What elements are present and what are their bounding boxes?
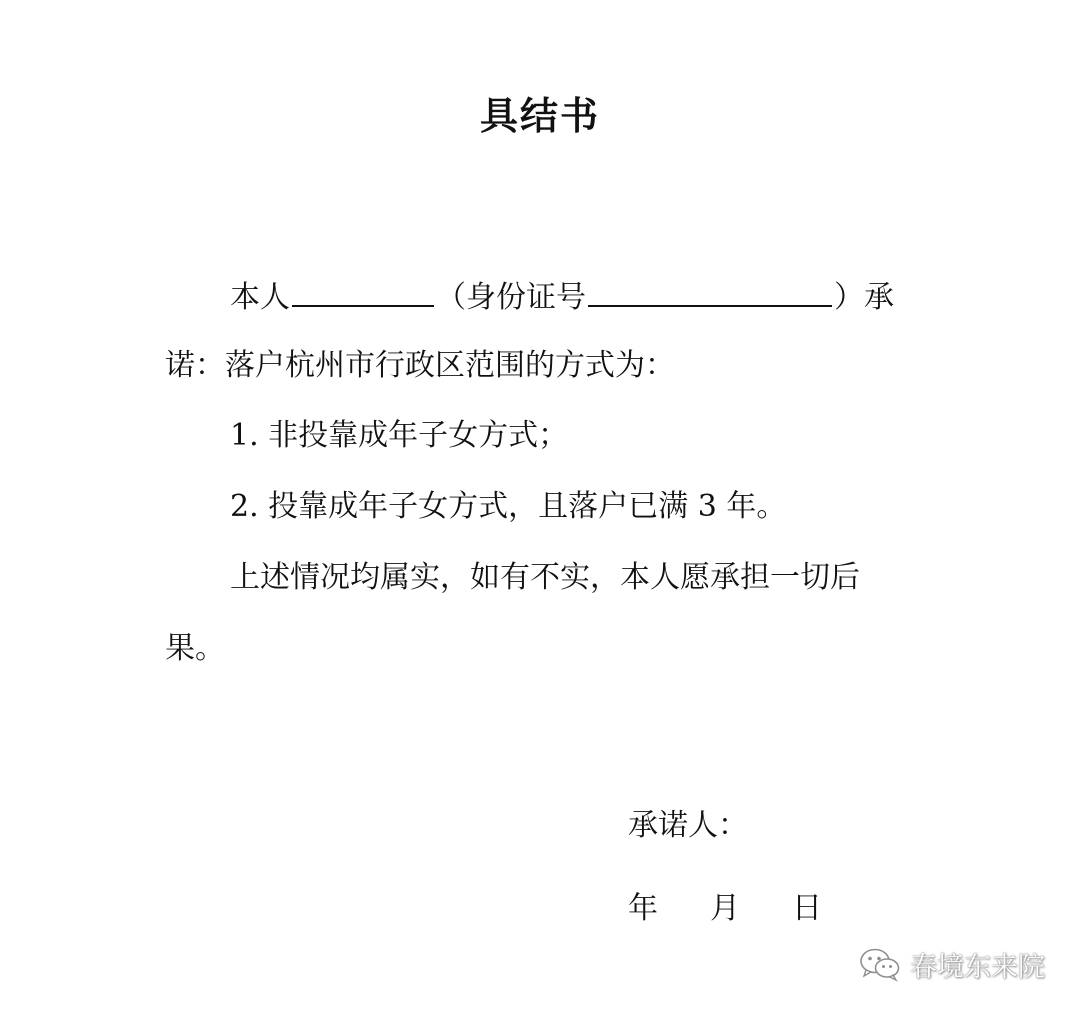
watermark: [858, 944, 1045, 984]
wechat-icon: [858, 946, 902, 982]
date-day: 日: [792, 891, 822, 926]
declaration-line-1: 上述情况均属实，如有不实，本人愿承担一切后: [230, 560, 860, 595]
pledge-line-1: [230, 275, 894, 318]
document-title: 具结书: [479, 93, 600, 138]
option-2: 2. 投靠成年子女方式，且落户已满 3 年。: [230, 489, 787, 524]
name-blank: [292, 275, 434, 307]
option-1: 1. 非投靠成年子女方式；: [230, 418, 569, 453]
id-number-blank: [588, 275, 832, 307]
watermark-text: 春境东来院: [910, 951, 1045, 983]
date-month: 月: [710, 891, 740, 926]
declaration-line-2: 果。: [165, 631, 225, 666]
self-label: 本人: [230, 280, 290, 315]
id-number-label: （身份证号: [436, 280, 586, 315]
signer-label: 承诺人：: [628, 808, 748, 843]
date-line: [628, 889, 822, 929]
pledge-word-start: ）承: [834, 280, 894, 315]
date-year: 年: [628, 891, 658, 926]
pledge-line-2: 诺：落户杭州市行政区范围的方式为：: [165, 348, 675, 383]
